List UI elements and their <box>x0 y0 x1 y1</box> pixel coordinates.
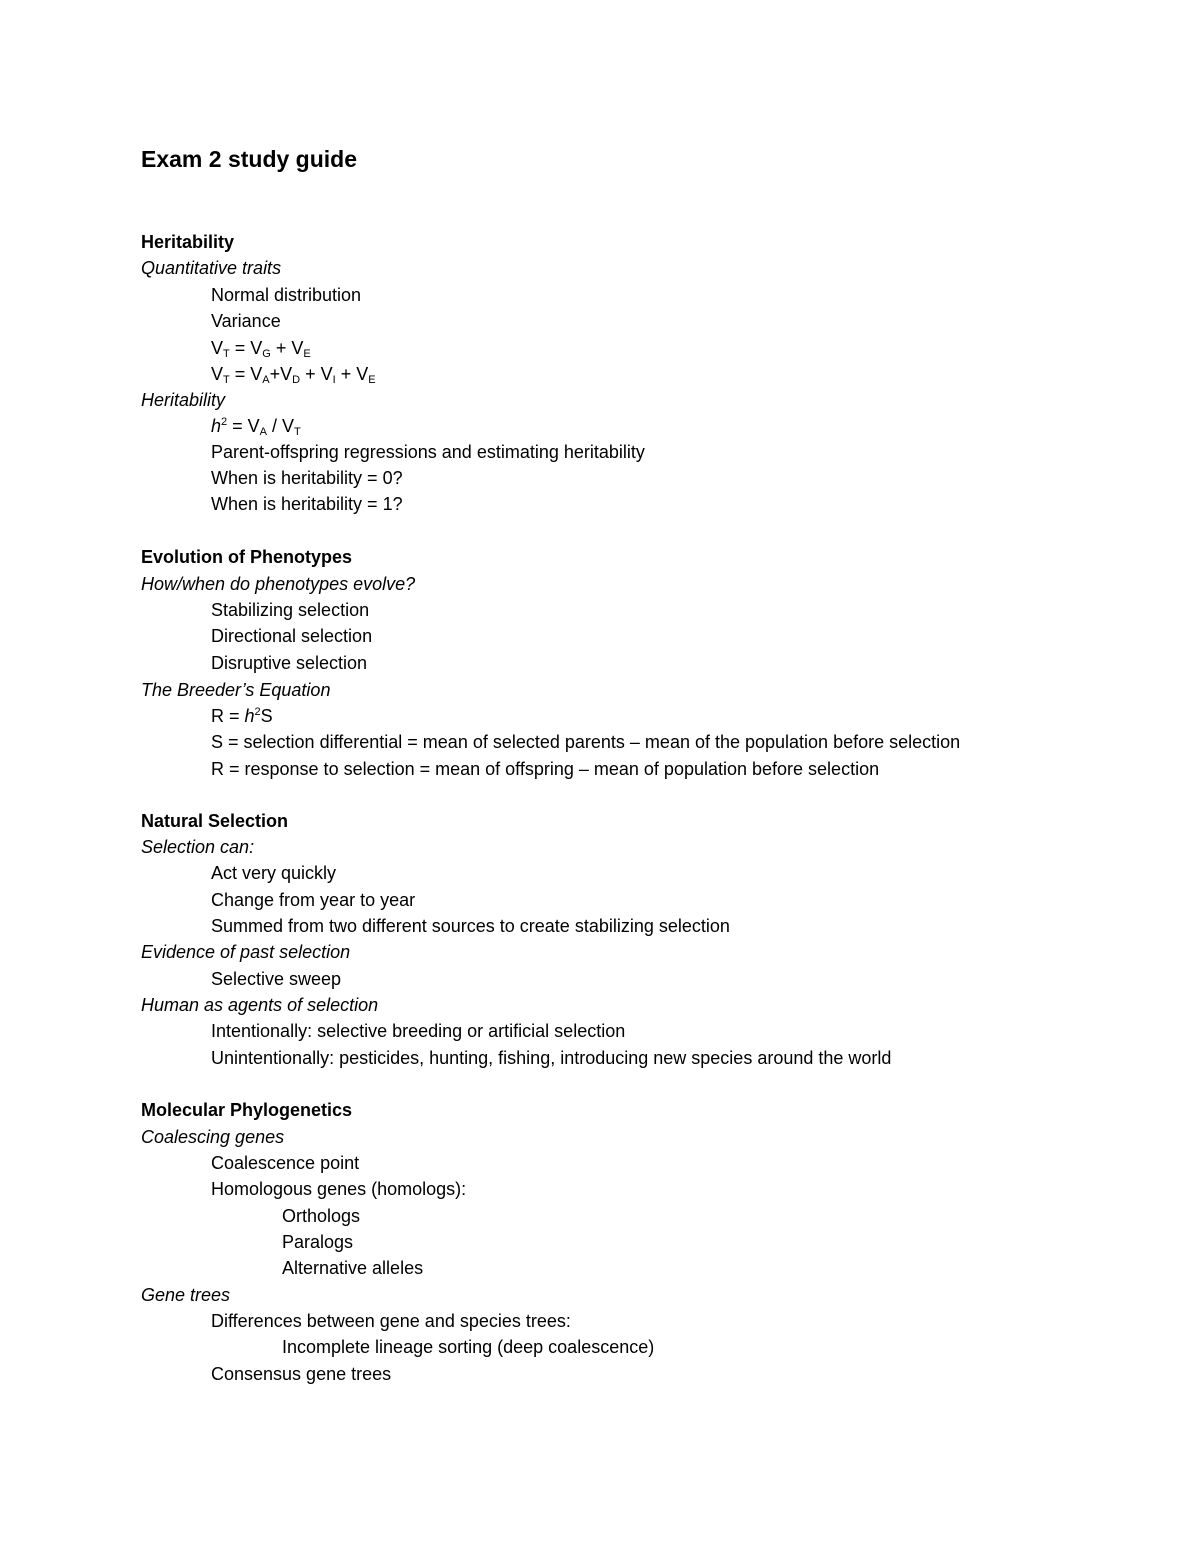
item-directional: Directional selection <box>211 626 373 646</box>
item-orthologs: Orthologs <box>282 1206 361 1226</box>
section-heading-heritability: Heritability <box>141 232 235 252</box>
item-disruptive: Disruptive selection <box>211 653 368 673</box>
item-variance: Variance <box>211 311 281 331</box>
subheading-selection-can: Selection can: <box>141 837 255 857</box>
item-selection-differential: S = selection differential = mean of selected parents – mean of the population before selection <box>211 732 961 752</box>
document-title: Exam 2 study guide <box>141 146 358 172</box>
subheading-breeders-equation: The Breeder’s Equation <box>141 680 331 700</box>
section-heading-phenotypes: Evolution of Phenotypes <box>141 547 353 567</box>
item-consensus: Consensus gene trees <box>211 1364 392 1384</box>
section-heading-phylogenetics: Molecular Phylogenetics <box>141 1100 353 1120</box>
item-parent-offspring: Parent-offspring regressions and estimating heritability <box>211 442 645 462</box>
item-change-year: Change from year to year <box>211 890 416 910</box>
item-paralogs: Paralogs <box>282 1232 354 1252</box>
item-response-to-selection: R = response to selection = mean of offspring – mean of population before selection <box>211 759 880 779</box>
subheading-evidence: Evidence of past selection <box>141 942 351 962</box>
item-stabilizing: Stabilizing selection <box>211 600 370 620</box>
subheading-heritability: Heritability <box>141 390 226 410</box>
equation-h2: $h^2 = V_A / V_T$ <box>211 416 301 438</box>
item-when-one: When is heritability = 1? <box>211 494 403 514</box>
item-incomplete-lineage: Incomplete lineage sorting (deep coalescence) <box>282 1337 655 1357</box>
subheading-gene-trees: Gene trees <box>141 1285 231 1305</box>
subheading-how-when: How/when do phenotypes evolve? <box>141 574 416 594</box>
item-alternative-alleles: Alternative alleles <box>282 1258 424 1278</box>
equation-total-variance: $V_T = V_G + V_E$ <box>211 338 311 360</box>
item-summed: Summed from two different sources to create stabilizing selection <box>211 916 730 936</box>
section-heading-natural-selection: Natural Selection <box>141 811 289 831</box>
item-intentionally: Intentionally: selective breeding or artificial selection <box>211 1021 626 1041</box>
equation-response: $R = h^2S$ <box>211 706 273 726</box>
subheading-human-agents: Human as agents of selection <box>141 995 379 1015</box>
item-differences: Differences between gene and species trees: <box>211 1311 571 1331</box>
item-coalescence-point: Coalescence point <box>211 1153 360 1173</box>
item-unintentionally: Unintentionally: pesticides, hunting, fishing, introducing new species around the world <box>211 1048 892 1068</box>
subheading-quantitative-traits: Quantitative traits <box>141 258 282 278</box>
item-when-zero: When is heritability = 0? <box>211 468 403 488</box>
item-homologous: Homologous genes (homologs): <box>211 1179 467 1199</box>
item-act-quickly: Act very quickly <box>211 863 337 883</box>
equation-variance-components: $V_T = V_A+V_D + V_I + V_E$ <box>211 364 376 386</box>
item-normal-distribution: Normal distribution <box>211 285 362 305</box>
subheading-coalescing: Coalescing genes <box>141 1127 285 1147</box>
item-selective-sweep: Selective sweep <box>211 969 342 989</box>
